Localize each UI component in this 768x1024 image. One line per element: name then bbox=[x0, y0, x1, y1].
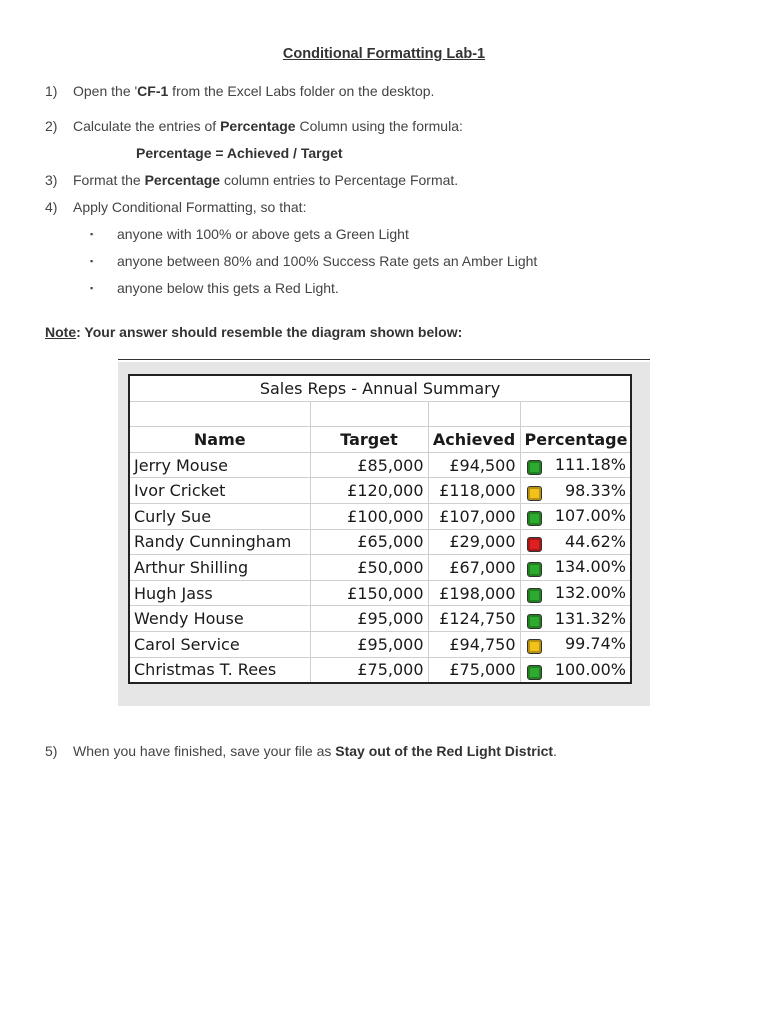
step-text: column entries to Percentage Format. bbox=[220, 172, 459, 188]
cell-name: Carol Service bbox=[129, 631, 310, 657]
empty-cell bbox=[310, 401, 428, 427]
percentage-value: 99.74% bbox=[564, 634, 626, 654]
step-text: Calculate the entries of bbox=[73, 118, 221, 134]
step-text: . bbox=[553, 743, 557, 759]
cell-percentage bbox=[520, 657, 631, 683]
bullet-text: anyone with 100% or above gets a Green Light bbox=[117, 226, 409, 242]
page-title: Conditional Formatting Lab-1 bbox=[282, 46, 486, 62]
percentage-value: 132.00% bbox=[554, 583, 626, 603]
bullet-icon: ▪ bbox=[90, 229, 94, 239]
cell-achieved: £118,000 bbox=[428, 478, 520, 504]
table-row bbox=[129, 555, 631, 581]
cell-percentage bbox=[520, 452, 631, 478]
step-number: 2) bbox=[45, 118, 58, 134]
red-light-icon bbox=[527, 537, 542, 552]
bullet-icon: ▪ bbox=[90, 283, 94, 293]
cell-name: Jerry Mouse bbox=[129, 452, 310, 478]
cell-percentage bbox=[520, 555, 631, 581]
cell-percentage bbox=[520, 503, 631, 529]
cell-achieved: £67,000 bbox=[428, 555, 520, 581]
empty-cell bbox=[428, 401, 520, 427]
percentage-value: 134.00% bbox=[554, 557, 626, 577]
cell-target: £120,000 bbox=[310, 478, 428, 504]
cell-name: Hugh Jass bbox=[129, 580, 310, 606]
amber-light-icon bbox=[527, 486, 542, 501]
table-row bbox=[129, 606, 631, 632]
cell-achieved: £94,750 bbox=[428, 631, 520, 657]
cell-percentage bbox=[520, 580, 631, 606]
table-caption: Sales Reps - Annual Summary bbox=[129, 375, 631, 401]
step-text: Format the bbox=[73, 172, 145, 188]
cell-name: Wendy House bbox=[129, 606, 310, 632]
cell-percentage bbox=[520, 606, 631, 632]
bullet-item bbox=[90, 253, 537, 269]
step-3 bbox=[45, 172, 458, 188]
cell-name: Curly Sue bbox=[129, 503, 310, 529]
step-1 bbox=[45, 83, 434, 99]
note-label: Note bbox=[45, 324, 77, 340]
cell-achieved: £107,000 bbox=[428, 503, 520, 529]
cell-name: Randy Cunningham bbox=[129, 529, 310, 555]
header-percentage: Percentage bbox=[520, 427, 631, 453]
table-row bbox=[129, 529, 631, 555]
bullet-icon: ▪ bbox=[90, 256, 94, 266]
step-text: Apply Conditional Formatting, so that: bbox=[73, 199, 307, 215]
step-text: Open the ' bbox=[73, 83, 138, 99]
step-text: When you have finished, save your file as bbox=[73, 743, 336, 759]
green-light-icon bbox=[527, 562, 542, 577]
cell-achieved: £124,750 bbox=[428, 606, 520, 632]
cell-target: £85,000 bbox=[310, 452, 428, 478]
step-number: 5) bbox=[45, 743, 58, 759]
cell-target: £95,000 bbox=[310, 631, 428, 657]
cell-target: £65,000 bbox=[310, 529, 428, 555]
cell-target: £50,000 bbox=[310, 555, 428, 581]
percentage-value: 131.32% bbox=[554, 608, 626, 628]
step-bold: CF-1 bbox=[137, 83, 169, 99]
table-row bbox=[129, 478, 631, 504]
table-body bbox=[129, 452, 631, 683]
note-text: : Your answer should resemble the diagram shown below: bbox=[76, 324, 463, 340]
header-achieved: Achieved bbox=[428, 427, 520, 453]
sales-summary-figure bbox=[118, 362, 650, 706]
percentage-value: 98.33% bbox=[564, 480, 626, 500]
cell-name: Ivor Cricket bbox=[129, 478, 310, 504]
empty-cell bbox=[129, 401, 310, 427]
bullet-text: anyone below this gets a Red Light. bbox=[117, 280, 339, 296]
table-row bbox=[129, 631, 631, 657]
step-number: 3) bbox=[45, 172, 58, 188]
divider bbox=[118, 359, 650, 360]
table-row bbox=[129, 657, 631, 683]
bullet-text: anyone between 80% and 100% Success Rate gets an Amber Light bbox=[117, 253, 538, 269]
cell-percentage bbox=[520, 478, 631, 504]
step-2 bbox=[45, 118, 463, 134]
green-light-icon bbox=[527, 511, 542, 526]
cell-name: Christmas T. Rees bbox=[129, 657, 310, 683]
green-light-icon bbox=[527, 614, 542, 629]
step-bold: Percentage bbox=[144, 172, 221, 188]
cell-percentage bbox=[520, 529, 631, 555]
table-row bbox=[129, 580, 631, 606]
percentage-value: 107.00% bbox=[554, 506, 626, 526]
bullet-item bbox=[90, 280, 339, 296]
cell-achieved: £94,500 bbox=[428, 452, 520, 478]
step-text: Column using the formula: bbox=[295, 118, 463, 134]
step-5 bbox=[45, 743, 557, 759]
cell-name: Arthur Shilling bbox=[129, 555, 310, 581]
step-number: 1) bbox=[45, 83, 58, 99]
note bbox=[45, 324, 462, 340]
amber-light-icon bbox=[527, 639, 542, 654]
percentage-value: 111.18% bbox=[554, 455, 626, 475]
cell-achieved: £198,000 bbox=[428, 580, 520, 606]
step-text: from the Excel Labs folder on the desktop. bbox=[168, 83, 435, 99]
green-light-icon bbox=[527, 588, 542, 603]
formula: Percentage = Achieved / Target bbox=[136, 145, 343, 161]
step-bold: Percentage bbox=[220, 118, 296, 134]
cell-target: £75,000 bbox=[310, 657, 428, 683]
table-row bbox=[129, 503, 631, 529]
cell-achieved: £75,000 bbox=[428, 657, 520, 683]
cell-target: £100,000 bbox=[310, 503, 428, 529]
cell-achieved: £29,000 bbox=[428, 529, 520, 555]
sales-table bbox=[128, 374, 632, 684]
green-light-icon bbox=[527, 665, 542, 680]
step-number: 4) bbox=[45, 199, 58, 215]
table-row bbox=[129, 452, 631, 478]
cell-target: £150,000 bbox=[310, 580, 428, 606]
cell-percentage bbox=[520, 631, 631, 657]
step-4 bbox=[45, 199, 306, 215]
percentage-value: 100.00% bbox=[554, 659, 626, 679]
percentage-value: 44.62% bbox=[564, 531, 626, 551]
empty-cell bbox=[520, 401, 631, 427]
green-light-icon bbox=[527, 460, 542, 475]
cell-target: £95,000 bbox=[310, 606, 428, 632]
header-name: Name bbox=[129, 427, 310, 453]
header-target: Target bbox=[310, 427, 428, 453]
step-bold: Stay out of the Red Light District bbox=[335, 743, 554, 759]
bullet-item bbox=[90, 226, 409, 242]
